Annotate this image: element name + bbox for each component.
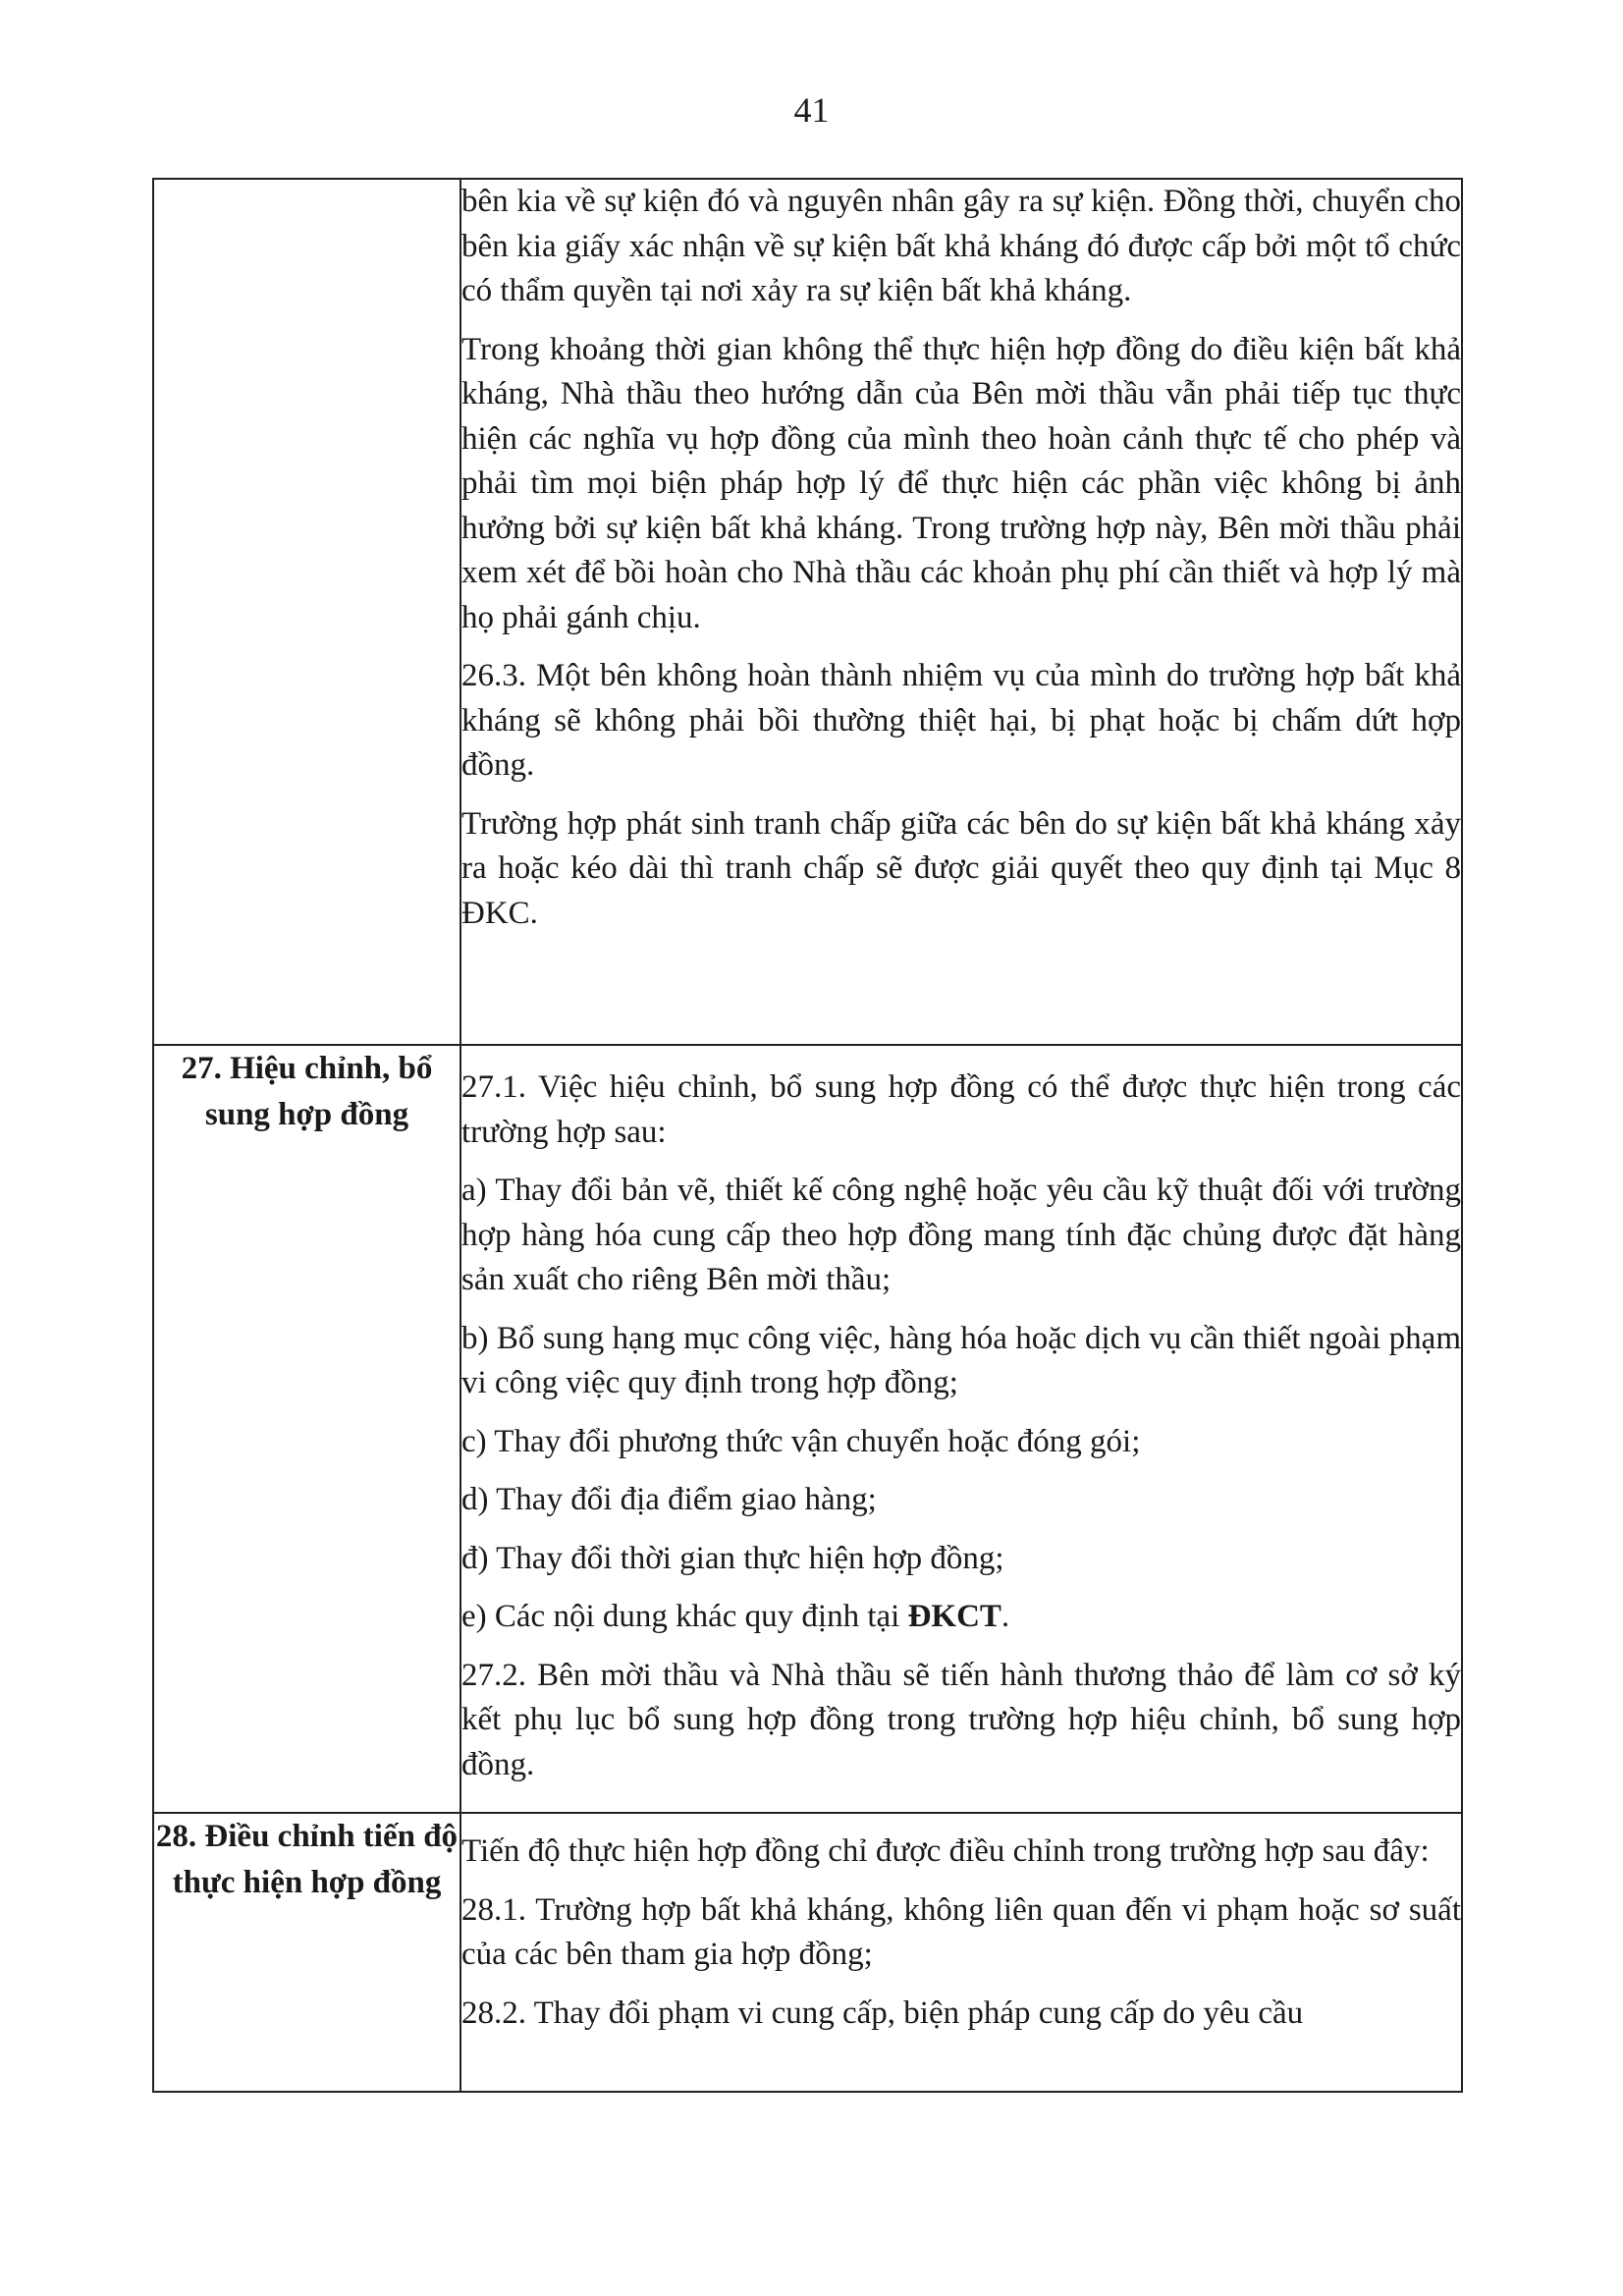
clause-27-2-paragraph: 27.2. Bên mời thầu và Nhà thầu sẽ tiến hành thương thảo để làm cơ sở ký kết phụ lục bổ sung hợp đồng trong trường hợp hiệu chỉnh, bổ sung hợp đồng. bbox=[461, 1657, 1461, 1782]
clause-26-paragraph-1: bên kia về sự kiện đó và nguyên nhân gây ra sự kiện. Đồng thời, chuyển cho bên kia giấy xác nhận về sự kiện bất khả kháng đó được cấp bởi một tổ chức có thẩm quyền tại nơi xảy ra sự kiện bất khả kháng. bbox=[461, 184, 1461, 308]
clause-28-intro: Tiến độ thực hiện hợp đồng chỉ được điều chỉnh trong trường hợp sau đây: bbox=[461, 1833, 1430, 1869]
clause-27-item-b: b) Bổ sung hạng mục công việc, hàng hóa hoặc dịch vụ cần thiết ngoài phạm vi công việc quy định trong hợp đồng; bbox=[461, 1320, 1461, 1400]
clause-27-heading: 27. Hiệu chỉnh, bổ sung hợp đồng bbox=[153, 1045, 460, 1813]
clause-26-paragraph-2: Trong khoảng thời gian không thể thực hiện hợp đồng do điều kiện bất khả kháng, Nhà thầu theo hướng dẫn của Bên mời thầu vẫn phải tiếp tục thực hiện các nghĩa vụ hợp đồng của mình theo hoàn cảnh thực tế cho phép và phải tìm mọi biện pháp hợp lý để thực hiện các phần việc không bị ảnh hưởng bởi sự kiện bất khả kháng. Trong trường hợp này, Bên mời thầu phải xem xét để bồi hoàn cho Nhà thầu các khoản phụ phí cần thiết và hợp lý mà họ phải gánh chịu. bbox=[461, 331, 1461, 635]
table-row-26-continued bbox=[153, 179, 1462, 1045]
clause-27-1-paragraph: 27.1. Việc hiệu chỉnh, bổ sung hợp đồng có thể được thực hiện trong các trường hợp sau: bbox=[461, 1069, 1461, 1150]
clause-27-item-d: d) Thay đổi địa điểm giao hàng; bbox=[461, 1482, 877, 1517]
contract-clauses-table bbox=[152, 178, 1463, 2093]
table-row-28 bbox=[153, 1813, 1462, 2092]
clause-27-item-e-period: . bbox=[1001, 1599, 1010, 1634]
clause-27-item-a: a) Thay đổi bản vẽ, thiết kế công nghệ hoặc yêu cầu kỹ thuật đối với trường hợp hàng hóa cung cấp theo hợp đồng mang tính đặc chủng được đặt hàng sản xuất cho riêng Bên mời thầu; bbox=[461, 1173, 1461, 1297]
clause-27-item-c: c) Thay đổi phương thức vận chuyển hoặc đóng gói; bbox=[461, 1423, 1141, 1459]
clause-27-item-e-text: e) Các nội dung khác quy định tại bbox=[461, 1599, 908, 1634]
clause-body-cell-28 bbox=[460, 1813, 1462, 2092]
dkct-reference: ĐKCT bbox=[907, 1599, 1001, 1634]
page-number: 41 bbox=[793, 90, 830, 130]
clause-28-heading: 28. Điều chỉnh tiến độ thực hiện hợp đồng bbox=[153, 1813, 460, 2092]
table-row-27 bbox=[153, 1045, 1462, 1813]
clause-27-item-dd: đ) Thay đổi thời gian thực hiện hợp đồng; bbox=[461, 1540, 1004, 1576]
clause-28-1-paragraph: 28.1. Trường hợp bất khả kháng, không liên quan đến vi phạm hoặc sơ suất của các bên tham gia hợp đồng; bbox=[461, 1891, 1461, 1972]
clause-heading-cell-empty bbox=[153, 179, 460, 1045]
clause-body-cell-26 bbox=[460, 179, 1462, 1045]
clause-26-paragraph-4: Trường hợp phát sinh tranh chấp giữa các bên do sự kiện bất khả kháng xảy ra hoặc kéo dài thì tranh chấp sẽ được giải quyết theo quy định tại Mục 8 ĐKC. bbox=[461, 805, 1461, 931]
clause-27-item-e bbox=[461, 1595, 1461, 1640]
clause-body-cell-27 bbox=[460, 1045, 1462, 1813]
clause-26-3-paragraph: 26.3. Một bên không hoàn thành nhiệm vụ của mình do trường hợp bất khả kháng sẽ không phải bồi thường thiệt hại, bị phạt hoặc bị chấm dứt hợp đồng. bbox=[461, 658, 1461, 783]
clause-28-2-paragraph: 28.2. Thay đổi phạm vi cung cấp, biện pháp cung cấp do yêu cầu bbox=[461, 1995, 1304, 2031]
